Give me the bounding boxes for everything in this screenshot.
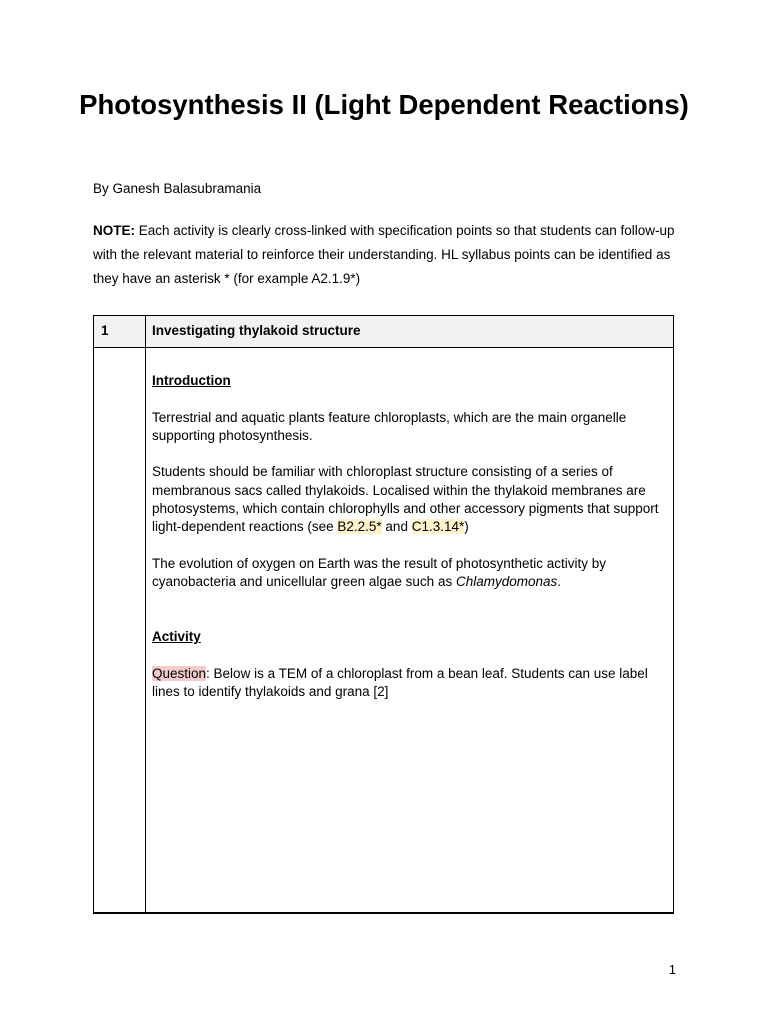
reference-close-paren: ): [464, 519, 469, 535]
activity-number: 1: [101, 323, 109, 338]
activity-heading: Activity: [152, 629, 201, 645]
spec-reference-b2-2-5: B2.2.5*: [337, 519, 382, 535]
note-text: Each activity is clearly cross-linked with specification points so that students can follow-up with the relevant material to reinforce their understanding. HL syllabus points can be identified as they have an asterisk * (for example A2.1.9*): [93, 223, 675, 286]
activity-content-cell: [152, 372, 664, 720]
column-divider: [145, 316, 146, 912]
intro-paragraph-2: [152, 463, 664, 536]
note-paragraph: [93, 219, 683, 291]
note-label: NOTE:: [93, 223, 135, 238]
question-label: Question: [152, 665, 207, 681]
activity-title: Investigating thylakoid structure: [152, 323, 361, 338]
question-text: : Below is a TEM of a chloroplast from a bean leaf. Students can use label lines to identify thylakoids and grana [2]: [152, 665, 648, 700]
page-number: 1: [668, 962, 676, 977]
reference-conjunction: and: [381, 519, 412, 535]
spec-reference-c1-3-14: C1.3.14*: [411, 519, 465, 535]
intro-paragraph-2-text: Students should be familiar with chloroplast structure consisting of a series of membranous sacs called thylakoids. Localised within the thylakoid membranes are photosystems, which contain chlorophylls and other accessory pigments that support light-dependent reactions (see: [152, 464, 659, 535]
intro-paragraph-3-end: .: [557, 574, 562, 590]
page-title: Photosynthesis II (Light Dependent Reactions): [79, 89, 689, 120]
question-paragraph: [152, 665, 664, 702]
activity-table: [93, 315, 674, 914]
intro-paragraph-1: Terrestrial and aquatic plants feature chloroplasts, which are the main organelle supporting photosynthesis.: [152, 409, 627, 443]
author-byline: By Ganesh Balasubramania: [93, 181, 262, 196]
intro-paragraph-3: [152, 555, 664, 592]
organism-name: Chlamydomonas: [455, 574, 558, 590]
introduction-heading: Introduction: [152, 373, 231, 388]
intro-paragraph-3-text: The evolution of oxygen on Earth was the result of photosynthetic activity by cyanobacteria and unicellular green algae such as: [152, 555, 607, 590]
activity-header-row: [94, 316, 673, 348]
